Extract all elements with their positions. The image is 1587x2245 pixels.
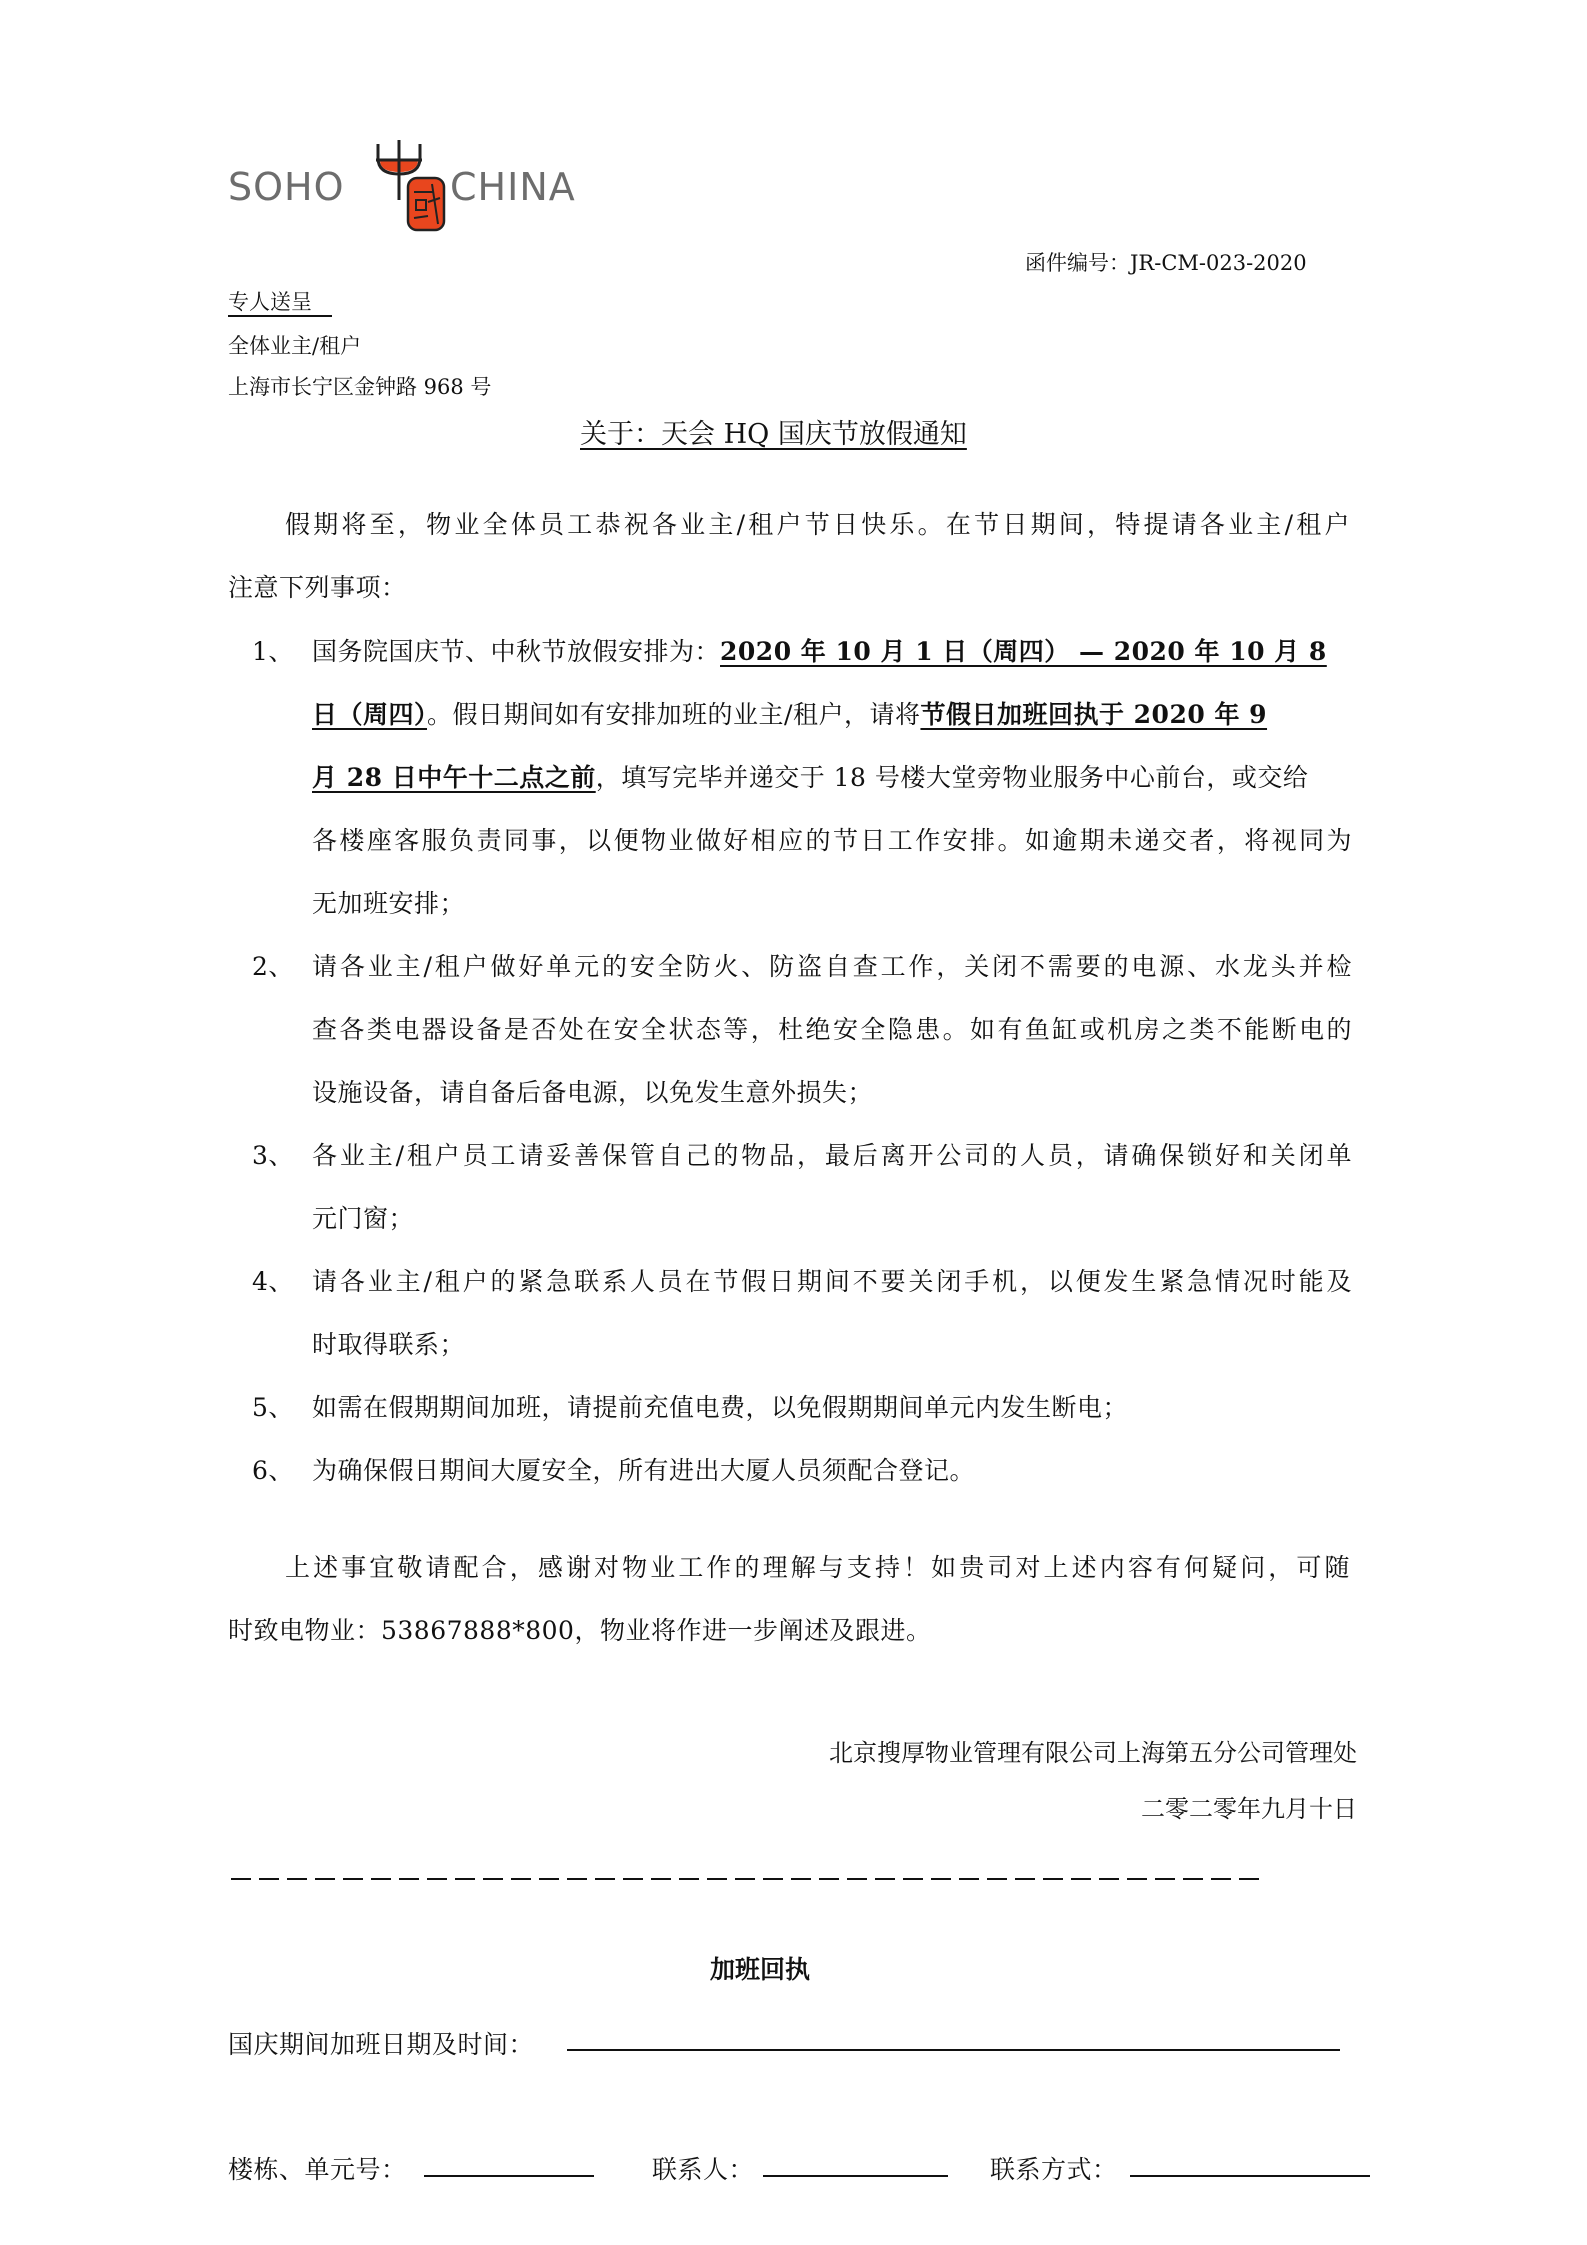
contact-person-input[interactable] (763, 2175, 948, 2177)
receipt-title: 加班回执 (710, 1955, 811, 1984)
item-line: 无加班安排； (312, 889, 466, 918)
item-number: 5、 (252, 1393, 294, 1422)
item-line (312, 947, 1352, 983)
item-line (312, 632, 1327, 668)
item-line: 为确保假日期间大厦安全，所有进出大厦人员须配合登记。 (312, 1456, 976, 1485)
signature-org: 北京搜厚物业管理有限公司上海第五分公司管理处 (829, 1739, 1357, 1767)
intro-line-2: 注意下列事项： (228, 573, 407, 602)
item-text: 各业主/租户员工请妥善保管自己的物品，最后离开公司的人员，请确保锁好和关闭单 (312, 1141, 1352, 1170)
item-number: 6、 (252, 1456, 294, 1485)
item-line: 时取得联系； (312, 1330, 466, 1359)
item-number: 1、 (252, 637, 294, 666)
reference-number: 函件编号：JR-CM-023-2020 (1025, 251, 1307, 275)
soho-china-logo (228, 138, 576, 233)
receipt-deadline: 节假日加班回执于 2020 年 9 (920, 700, 1268, 729)
item-text: 请各业主/租户做好单元的安全防火、防盗自查工作，关闭不需要的电源、水龙头并检 (312, 952, 1352, 981)
logo-seal-guo (408, 178, 444, 230)
contact-method-label: 联系方式： (990, 2155, 1118, 2184)
closing-text-1: 上述事宜敬请配合，感谢对物业工作的理解与支持！如贵司对上述内容有何疑问，可随 (285, 1553, 1350, 1582)
item-line: 元门窗； (312, 1204, 415, 1233)
intro-text-1: 假期将至，物业全体员工恭祝各业主/租户节日快乐。在节日期间，特提请各业主/租户 (285, 510, 1350, 539)
item-line (312, 821, 1352, 857)
item-line: 如需在假期期间加班，请提前充值电费，以免假期期间单元内发生断电； (312, 1393, 1129, 1422)
logo-text-right: CHINA (450, 165, 576, 209)
item-number: 3、 (252, 1141, 294, 1170)
overtime-date-input[interactable] (567, 2049, 1340, 2051)
delivery-method: 专人送呈 (228, 289, 332, 317)
address: 上海市长宁区金钟路 968 号 (228, 375, 492, 399)
contact-method-input[interactable] (1130, 2175, 1370, 2177)
item-text: 国务院国庆节、中秋节放假安排为： (312, 637, 721, 666)
item-line: 设施设备，请自备后备电源，以免发生意外损失； (312, 1078, 874, 1107)
item-text: ，填写完毕并递交于 18 号楼大堂旁物业服务中心前台，或交给 (595, 763, 1309, 792)
item-number: 4、 (252, 1267, 294, 1296)
recipient: 全体业主/租户 (228, 334, 362, 358)
item-text: 各楼座客服负责同事，以便物业做好相应的节日工作安排。如逾期未递交者，将视同为 (312, 826, 1352, 855)
notice-title: 关于：天会 HQ 国庆节放假通知 (580, 419, 967, 450)
closing-line-2: 时致电物业：53867888*800，物业将作进一步阐述及跟进。 (228, 1616, 932, 1645)
holiday-dates: 2020 年 10 月 1 日（周四） — 2020 年 10 月 8 (720, 637, 1327, 666)
building-unit-label: 楼栋、单元号： (228, 2155, 407, 2184)
intro-line-1 (285, 505, 1350, 541)
contact-person-label: 联系人： (652, 2155, 755, 2184)
item-number: 2、 (252, 952, 294, 981)
closing-line-1 (285, 1548, 1350, 1584)
item-line (312, 1262, 1352, 1298)
building-unit-input[interactable] (424, 2175, 594, 2177)
item-line (312, 695, 1267, 731)
holiday-end-day: 日（周四） (312, 700, 428, 729)
signature-date: 二零二零年九月十日 (1141, 1795, 1357, 1823)
receipt-deadline-time: 月 28 日中午十二点之前 (312, 763, 596, 792)
item-text: 。假日期间如有安排加班的业主/租户，请将 (427, 700, 921, 729)
logo-text-left: SOHO (228, 165, 345, 209)
item-line (312, 1136, 1352, 1172)
item-text: 请各业主/租户的紧急联系人员在节假日期间不要关闭手机，以便发生紧急情况时能及 (312, 1267, 1352, 1296)
item-line (312, 758, 1308, 794)
item-text: 查各类电器设备是否处在安全状态等，杜绝安全隐患。如有鱼缸或机房之类不能断电的 (312, 1015, 1352, 1044)
overtime-date-label: 国庆期间加班日期及时间： (228, 2030, 535, 2059)
cut-line-separator (231, 1878, 1261, 1880)
item-line (312, 1010, 1352, 1046)
overtime-date-field (228, 2025, 534, 2061)
